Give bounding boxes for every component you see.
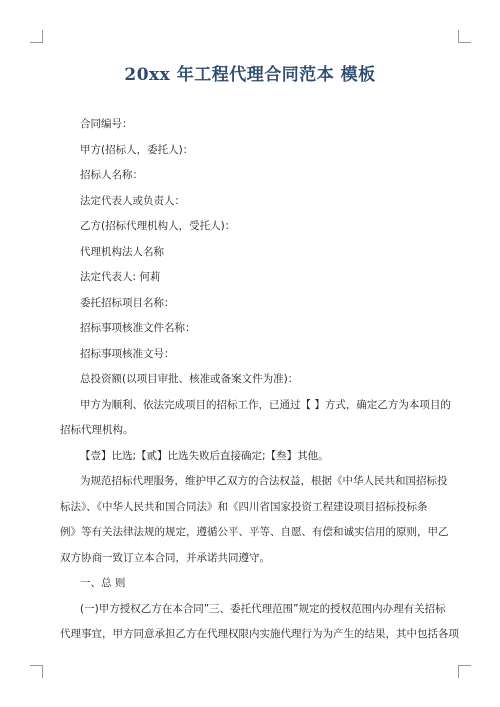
paragraph-line: 委托招标项目名称： [80,296,175,309]
paragraph-line: 合同编号： [80,118,133,130]
paragraph-line: 为规范招标代理服务，维护甲乙双方的合法权益，根据《中华人民共和国招标投 [80,475,448,487]
paragraph-line: 乙方(招标代理机构人，受托人)： [80,220,236,232]
paragraph-line: 招标事项核准文号： [80,347,175,360]
paragraph-line: 总投资额(以项目审批、核准或备案文件为准)： [80,373,299,385]
paragraph-line: 例》等有关法律法规的规定，遵循公平、平等、自愿、有偿和诚实信用的原则，甲乙 [60,526,449,538]
paragraph-line: 代理机构法人名称 [80,245,164,258]
paragraph-line: 代理事宜，甲方同意承担乙方在代理权限内实施代理行为为产生的结果，其中包括各项 [60,628,459,640]
crop-mark-top-right [458,30,471,43]
paragraph-line: 甲方(招标人，委托人)： [80,143,194,156]
paragraph-line: 一、总 则 [80,577,126,589]
document-title [0,60,500,85]
title-year: 20xx [124,65,171,85]
paragraph-line: 法定代表人或负责人： [80,194,185,207]
paragraph-line: 双方协商一致订立本合同，并承诺共同遵守。 [60,551,270,564]
paragraph-line: 【壹】比选;【贰】比选失败后直接确定;【叁】其他。 [80,449,329,462]
crop-mark-top-left [30,30,43,43]
paragraph-line: 招标代理机构。 [60,424,134,436]
document-body [60,112,459,648]
paragraph-line: 甲方为顺利、依法完成项目的招标工作，已通过【 】方式，确定乙方为本项目的 [80,398,451,411]
crop-mark-bottom-left [30,665,43,678]
paragraph-line: 招标人名称： [80,169,143,181]
title-text: 年工程代理合同范本 模板 [170,65,376,85]
paragraph-line: 标法》、《中华人民共和国合同法》和《四川省国家投资工程建设项目招标投标条 [60,500,428,513]
paragraph-line: 招标事项核准文件名称： [80,322,196,334]
paragraph-line: (一)甲方授权乙方在本合同”三、委托代理范围”规定的授权范围内办理有关招标 [80,602,446,615]
crop-mark-bottom-right [458,665,471,678]
paragraph-line: 法定代表人: 何莉 [80,271,161,283]
